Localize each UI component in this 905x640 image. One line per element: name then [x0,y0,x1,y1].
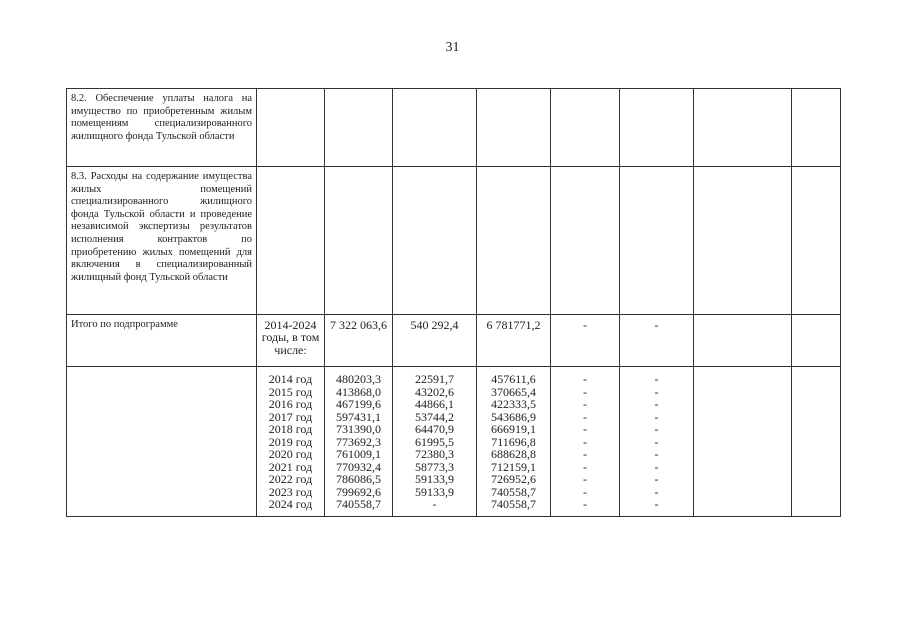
year-value: 467199,6 [336,397,381,411]
empty-cell [792,167,841,315]
year-value: 543686,9 [491,409,536,424]
empty-cell [694,167,792,315]
empty-cell [694,89,792,167]
year-value: - [583,472,587,486]
total-col2: 540 292,4 [393,315,477,367]
year-label: 2016 год [268,397,313,411]
year-value: - [654,372,659,386]
year-value: - [654,447,659,461]
empty-cell [393,89,477,167]
year-label: 2019 год [268,434,313,449]
year-value: - [583,397,587,411]
year-value: 786086,5 [336,472,381,486]
year-value: 712159,1 [491,459,536,474]
total-period: 2014-2024 годы, в том числе: [257,315,325,367]
empty-cell [325,167,393,315]
year-label: 2021 год [268,459,313,474]
row-description: 8.3. Расходы на содержание имущества жилых помещений специализированного жилищного фонда Тульской области и проведение независимой экспертизы результатов исполнения контрактов по приобретению жилых помещений для включения в специализированный жилищный фонд Тульской области [67,167,257,315]
year-value: 370665,4 [491,384,536,399]
year-value: - [432,497,437,511]
empty-cell [792,89,841,167]
table-row [67,315,841,367]
year-value: 761009,1 [336,447,381,461]
year-value: - [583,372,587,386]
empty-cell [620,89,694,167]
empty-cell [393,167,477,315]
year-value: 22591,7 [415,372,454,386]
empty-cell [67,367,257,517]
year-value: - [583,434,587,449]
year-value: 597431,1 [336,409,381,424]
year-value: 59133,9 [415,472,454,486]
year-value: - [654,434,659,449]
empty-cell [477,167,551,315]
year-value: 44866,1 [415,397,454,411]
yearly-col3-cell [477,367,551,517]
page-number: 31 [445,40,460,55]
year-label: 2015 год [268,384,313,399]
yearly-col4-cell [551,367,620,517]
total-col4: - [551,315,620,367]
year-value: - [654,422,659,436]
table-row [67,367,841,517]
year-value: 61995,5 [415,434,454,449]
year-value: 43202,6 [415,384,454,399]
total-label: Итого по подпрограмме [67,315,257,367]
year-value: 58773,3 [415,459,454,474]
year-value: - [583,409,587,424]
year-value: - [654,459,659,474]
year-value: - [583,384,587,399]
row-description: 8.2. Обеспечение уплаты налога на имущество по приобретенным жилым помещениям специализированного жилищного фонда Тульской области [67,89,257,167]
empty-cell [551,89,620,167]
year-value: - [583,447,587,461]
year-value: 59133,9 [415,484,454,499]
year-value: - [654,384,659,399]
total-col3: 6 781771,2 [477,315,551,367]
empty-cell [325,89,393,167]
year-value: 53744,2 [415,409,454,424]
empty-cell [694,315,792,367]
empty-cell [257,89,325,167]
year-label: 2017 год [268,409,313,424]
year-value: 688628,8 [491,447,536,461]
empty-cell [694,367,792,517]
year-value: - [583,422,587,436]
year-value: 711696,8 [491,434,536,449]
year-value: - [654,409,659,424]
table-row [67,167,841,315]
budget-table [66,88,841,517]
year-value: 773692,3 [336,434,381,449]
year-label: 2022 год [268,472,313,486]
yearly-total-cell [325,367,393,517]
year-value: 726952,6 [491,472,536,486]
yearly-col5-cell [620,367,694,517]
year-value: - [654,472,659,486]
year-label: 2024 год [268,497,313,511]
year-value: 72380,3 [415,447,454,461]
year-value: 799692,6 [336,484,381,499]
year-value: 422333,5 [491,397,536,411]
year-value: - [583,459,587,474]
year-value: 413868,0 [336,384,381,399]
year-label: 2023 год [268,484,313,499]
years-cell [257,367,325,517]
year-value: - [654,484,659,499]
year-label: 2020 год [268,447,313,461]
empty-cell [551,167,620,315]
total-amount: 7 322 063,6 [325,315,393,367]
year-value: 480203,3 [336,372,381,386]
year-value: 740558,7 [491,484,536,499]
year-value: 740558,7 [491,497,536,511]
year-value: - [654,397,659,411]
empty-cell [792,315,841,367]
empty-cell [620,167,694,315]
empty-cell [257,167,325,315]
empty-cell [477,89,551,167]
year-label: 2014 год [268,372,313,386]
year-value: - [583,484,587,499]
year-value: 666919,1 [491,422,536,436]
year-value: - [654,497,659,511]
year-value: 770932,4 [336,459,381,474]
year-value: - [583,497,587,511]
year-value: 731390,0 [336,422,381,436]
year-label: 2018 год [268,422,313,436]
year-value: 457611,6 [491,372,536,386]
year-value: 64470,9 [415,422,454,436]
yearly-col2-cell [393,367,477,517]
year-value: 740558,7 [336,497,381,511]
total-col5: - [620,315,694,367]
empty-cell [792,367,841,517]
table-row [67,89,841,167]
